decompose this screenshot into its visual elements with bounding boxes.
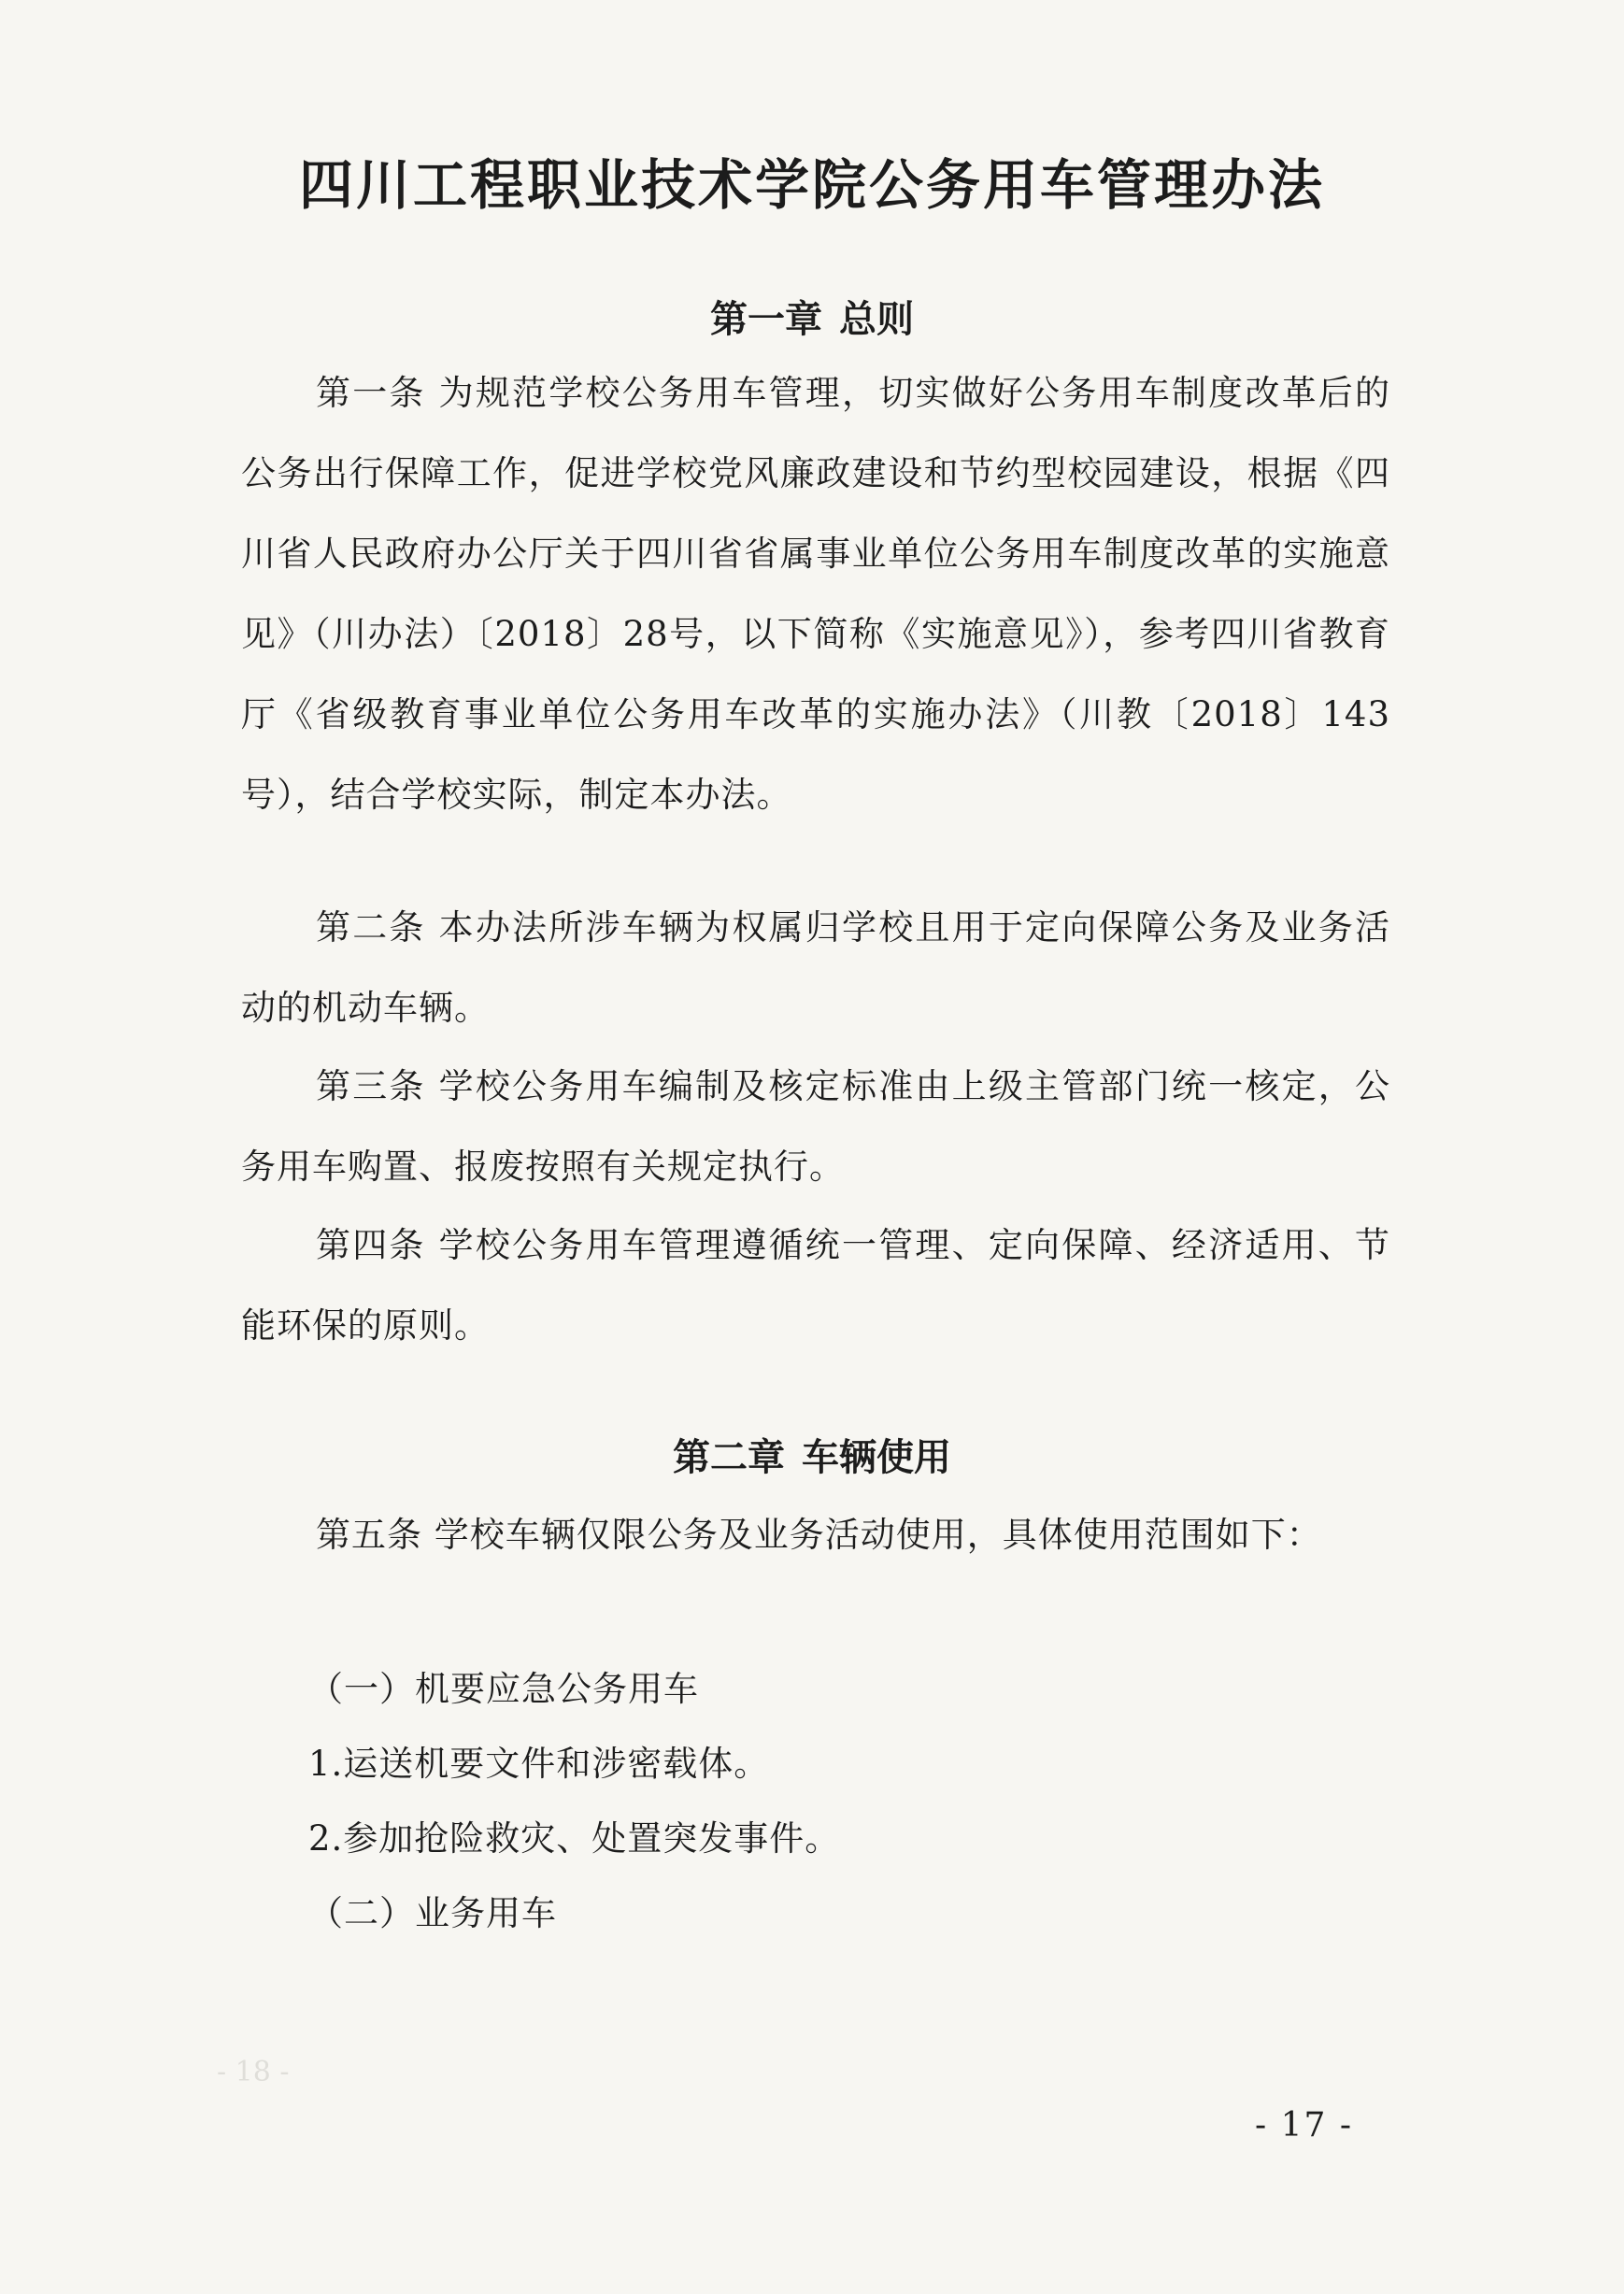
- list-item: （二）业务用车: [308, 1893, 557, 1933]
- list-item: （一）机要应急公务用车: [308, 1669, 699, 1709]
- list-item: 2.参加抢险救灾、处置突发事件。: [308, 1818, 841, 1859]
- chapter-number: 第二章: [673, 1436, 785, 1479]
- chapter-name: 总则: [839, 298, 914, 341]
- document-title: 四川工程职业技术学院公务用车管理办法: [298, 153, 1325, 217]
- article-5: 第五条 学校车辆仅限公务及业务活动使用，具体使用范围如下：: [316, 1515, 1322, 1555]
- page-number: - 17 -: [1254, 2106, 1353, 2144]
- article-3: 第三条 学校公务用车编制及核定标准由上级主管部门统一核定，公务用车购置、报废按照有关规定执行。: [241, 1066, 1390, 1187]
- chapter-name: 车辆使用: [802, 1436, 951, 1479]
- article-1: 第一条 为规范学校公务用车管理，切实做好公务用车制度改革后的公务出行保障工作，促进学校党风廉政建设和节约型校园建设，根据《四川省人民政府办公厅关于四川省省属事业单位公务用车制度改革的实施意见》（川办法）〔2018〕28号，以下简称《实施意见》），参考四川省教育厅《省级教育事业单位公务用车改革的实施办法》（川教〔2018〕143号），结合学校实际，制定本办法。: [241, 373, 1390, 815]
- chapter-heading-2: [0, 1430, 1624, 1486]
- bleed-through-page-number: - 18 -: [217, 2056, 290, 2088]
- article-2: 第二条 本办法所涉车辆为权属归学校且用于定向保障公务及业务活动的机动车辆。: [241, 907, 1390, 1028]
- chapter-number: 第一章: [710, 298, 822, 341]
- list-item: 1.运送机要文件和涉密载体。: [308, 1744, 770, 1784]
- chapter-heading-1: [0, 292, 1624, 348]
- article-4: 第四条 学校公务用车管理遵循统一管理、定向保障、经济适用、节能环保的原则。: [241, 1225, 1390, 1346]
